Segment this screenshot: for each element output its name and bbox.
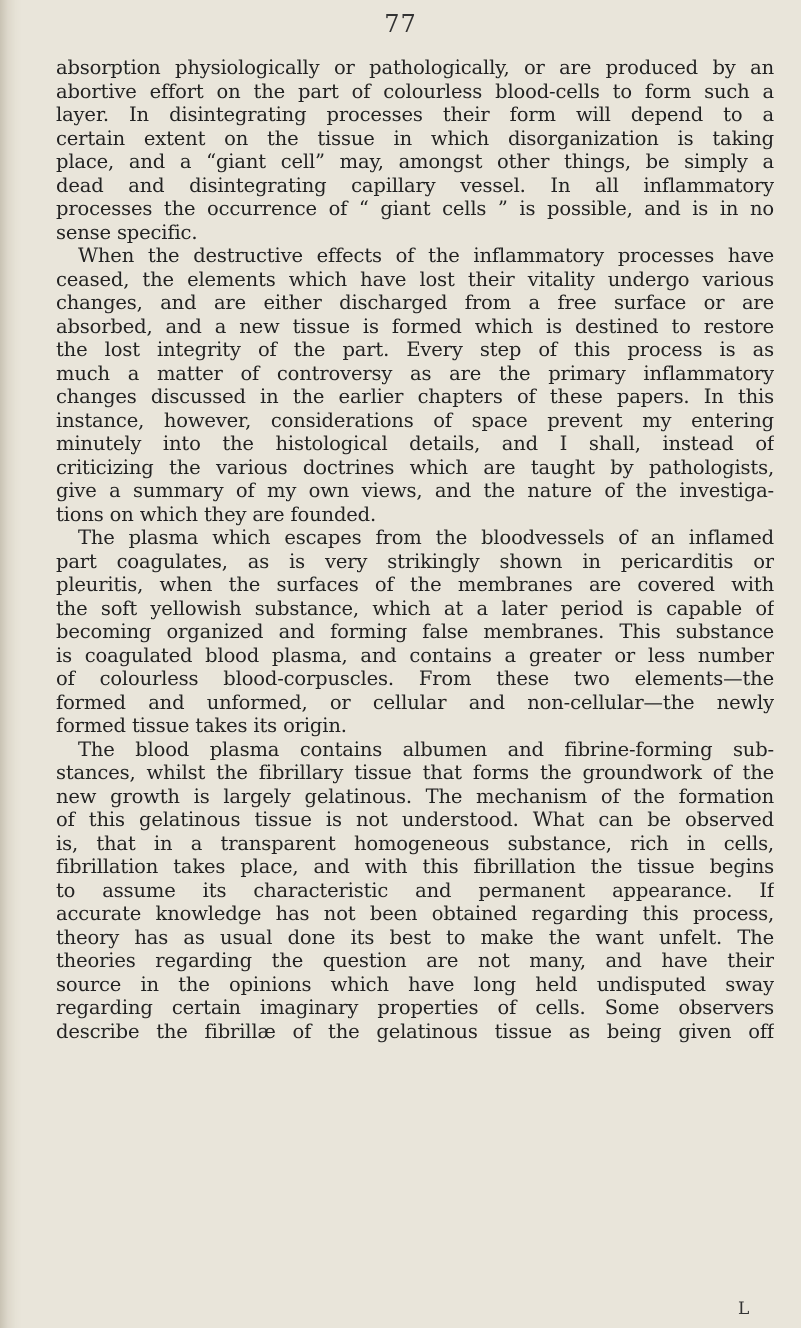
text-line: is coagulated blood plasma, and contains a greater or less number (56, 643, 774, 667)
text-line: criticizing the various doctrines which are taught by pathologists, (56, 455, 774, 479)
text-line: becoming organized and forming false membranes. This substance (56, 620, 774, 643)
body-text (56, 56, 774, 1043)
text-line: part coagulates, as is very strikingly shown in pericarditis or (56, 549, 774, 573)
text-line: much a matter of controversy as are the primary inflammatory (56, 361, 774, 385)
text-line: The plasma which escapes from the bloodvessels of an inflamed (78, 526, 774, 549)
text-line: sense specific. (56, 220, 198, 244)
text-line: ceased, the elements which have lost their vitality undergo various (56, 267, 774, 291)
text-line: to assume its characteristic and permanent appearance. If (56, 878, 774, 902)
text-line: the soft yellowish substance, which at a later period is capable of (56, 596, 774, 620)
text-line: is, that in a transparent homogeneous substance, rich in cells, (56, 831, 774, 855)
text-line: changes discussed in the earlier chapters of these papers. In this (56, 385, 774, 408)
text-line: abortive effort on the part of colourless blood-cells to form such a (56, 79, 774, 103)
text-line: formed and unformed, or cellular and non-cellular—the newly (56, 690, 774, 714)
text-line: the lost integrity of the part. Every step of this process is as (56, 338, 774, 361)
text-line: certain extent on the tissue in which disorganization is taking (56, 126, 774, 150)
text-line: The blood plasma contains albumen and fibrine-forming sub- (78, 737, 774, 761)
text-line: minutely into the histological details, and I shall, instead of (56, 432, 774, 455)
text-line: absorption physiologically or pathologically, or are produced by an (56, 56, 774, 79)
signature-mark: L (738, 1299, 750, 1319)
text-line: stances, whilst the fibrillary tissue that forms the groundwork of the (56, 761, 774, 784)
text-line: place, and a “giant cell” may, amongst other things, be simply a (56, 150, 774, 173)
text-line: source in the opinions which have long held undisputed sway (56, 972, 774, 996)
page-number: 77 (384, 10, 417, 38)
text-line: When the destructive effects of the inflammatory processes have (78, 244, 774, 267)
text-line: formed tissue takes its origin. (56, 714, 347, 737)
text-line: regarding certain imaginary properties of cells. Some observers (56, 996, 774, 1019)
text-line: pleuritis, when the surfaces of the membranes are covered with (56, 573, 774, 596)
book-spine-shadow (0, 0, 22, 1328)
text-line: give a summary of my own views, and the nature of the investiga- (56, 479, 774, 502)
text-line: fibrillation takes place, and with this fibrillation the tissue begins (56, 855, 774, 878)
text-line: of this gelatinous tissue is not understood. What can be observed (56, 808, 774, 831)
text-line: tions on which they are founded. (56, 502, 377, 526)
text-line: of colourless blood-corpuscles. From these two elements—the (56, 667, 774, 690)
text-line: new growth is largely gelatinous. The mechanism of the formation (56, 784, 774, 808)
text-line: absorbed, and a new tissue is formed which is destined to restore (56, 314, 774, 338)
text-line: theory has as usual done its best to make the want unfelt. The (56, 925, 774, 949)
text-line: layer. In disintegrating processes their form will depend to a (56, 103, 774, 126)
text-line: describe the fibrillæ of the gelatinous tissue as being given off (56, 1019, 774, 1043)
text-line: changes, and are either discharged from a free surface or are (56, 291, 774, 314)
text-line: processes the occurrence of “ giant cells ” is possible, and is in no (56, 197, 774, 220)
text-line: accurate knowledge has not been obtained regarding this process, (56, 902, 774, 925)
text-line: instance, however, considerations of space prevent my entering (56, 408, 774, 432)
text-line: theories regarding the question are not many, and have their (56, 949, 774, 972)
text-line: dead and disintegrating capillary vessel. In all inflammatory (56, 173, 774, 197)
